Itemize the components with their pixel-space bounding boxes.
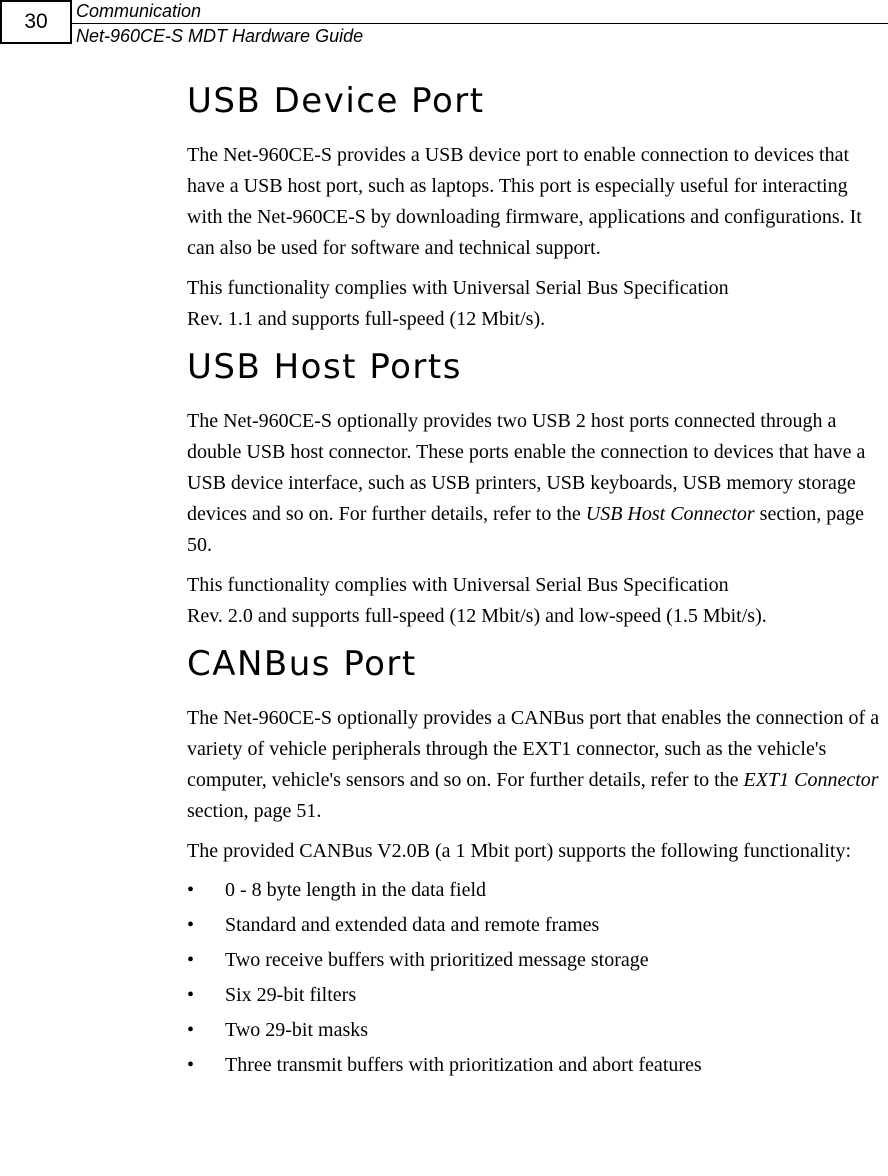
usb-host-para1-end: section, page 50. — [187, 503, 865, 556]
usb-device-para2-line2: Rev. 1.1 and supports full-speed (12 Mbit/s). — [187, 308, 546, 330]
usb-host-paragraph-1 — [187, 406, 883, 561]
canbus-heading: CANBus Port — [187, 644, 417, 684]
canbus-paragraph-1 — [187, 703, 883, 827]
header-document-title: Net-960CE-S MDT Hardware Guide — [76, 26, 364, 46]
usb-host-heading: USB Host Ports — [187, 347, 462, 387]
usb-device-paragraph-2 — [187, 273, 883, 335]
usb-host-para2-line1: This functionality complies with Universal Serial Bus Specification — [187, 574, 729, 596]
list-item-text: Three transmit buffers with prioritization and abort features — [225, 1054, 702, 1076]
page-number: 30 — [0, 0, 72, 44]
canbus-para1-end: section, page 51. — [187, 800, 322, 822]
bullet-icon: • — [187, 1019, 195, 1041]
canbus-para1-text: The Net-960CE-S optionally provides a CANBus port that enables the connection of a variety of vehicle peripherals through the EXT1 connector, such as the vehicle's computer, vehicle's sensors and so on. For further details, refer to the — [187, 707, 880, 791]
bullet-icon: • — [187, 949, 195, 971]
list-item-text: Standard and extended data and remote frames — [225, 914, 600, 936]
list-item — [187, 978, 883, 1013]
usb-host-para2-line2: Rev. 2.0 and supports full-speed (12 Mbit/s) and low-speed (1.5 Mbit/s). — [187, 605, 767, 627]
list-item-text: 0 - 8 byte length in the data field — [225, 879, 487, 901]
canbus-paragraph-2: The provided CANBus V2.0B (a 1 Mbit port) supports the following functionality: — [187, 840, 852, 862]
bullet-icon: • — [187, 914, 195, 936]
bullet-icon: • — [187, 1054, 195, 1076]
usb-host-para1-text: The Net-960CE-S optionally provides two USB 2 host ports connected through a double USB host connector. These ports enable the connection to devices that have a USB device interface, such as USB printers, USB keyboards, USB memory storage devices and so on. For further details, refer to the — [187, 410, 866, 525]
list-item-text: Two receive buffers with prioritized message storage — [225, 949, 649, 971]
header-section-title: Communication — [76, 1, 202, 21]
list-item — [187, 943, 883, 978]
list-item-text: Two 29-bit masks — [225, 1019, 369, 1041]
usb-device-para2-line1: This functionality complies with Universal Serial Bus Specification — [187, 277, 729, 299]
bullet-icon: • — [187, 984, 195, 1006]
usb-device-paragraph-1: The Net-960CE-S provides a USB device port to enable connection to devices that have a USB host port, such as laptops. This port is especially useful for interacting with the Net-960CE-S by downloading firmware, applications and configurations. It can also be used for software and technical support. — [187, 144, 862, 259]
list-item — [187, 908, 883, 943]
usb-host-connector-ref: USB Host Connector — [585, 503, 755, 525]
list-item-text: Six 29-bit filters — [225, 984, 357, 1006]
list-item — [187, 1048, 883, 1083]
usb-host-paragraph-2 — [187, 570, 883, 632]
usb-device-heading: USB Device Port — [187, 81, 485, 121]
usb-device-section — [187, 78, 883, 335]
canbus-feature-list — [187, 873, 883, 1083]
list-item — [187, 1013, 883, 1048]
page-content — [187, 78, 883, 1083]
usb-host-section — [187, 344, 883, 632]
bullet-icon: • — [187, 879, 195, 901]
header-divider — [72, 23, 888, 24]
ext1-connector-ref: EXT1 Connector — [743, 769, 879, 791]
list-item — [187, 873, 883, 908]
canbus-section — [187, 641, 883, 1083]
